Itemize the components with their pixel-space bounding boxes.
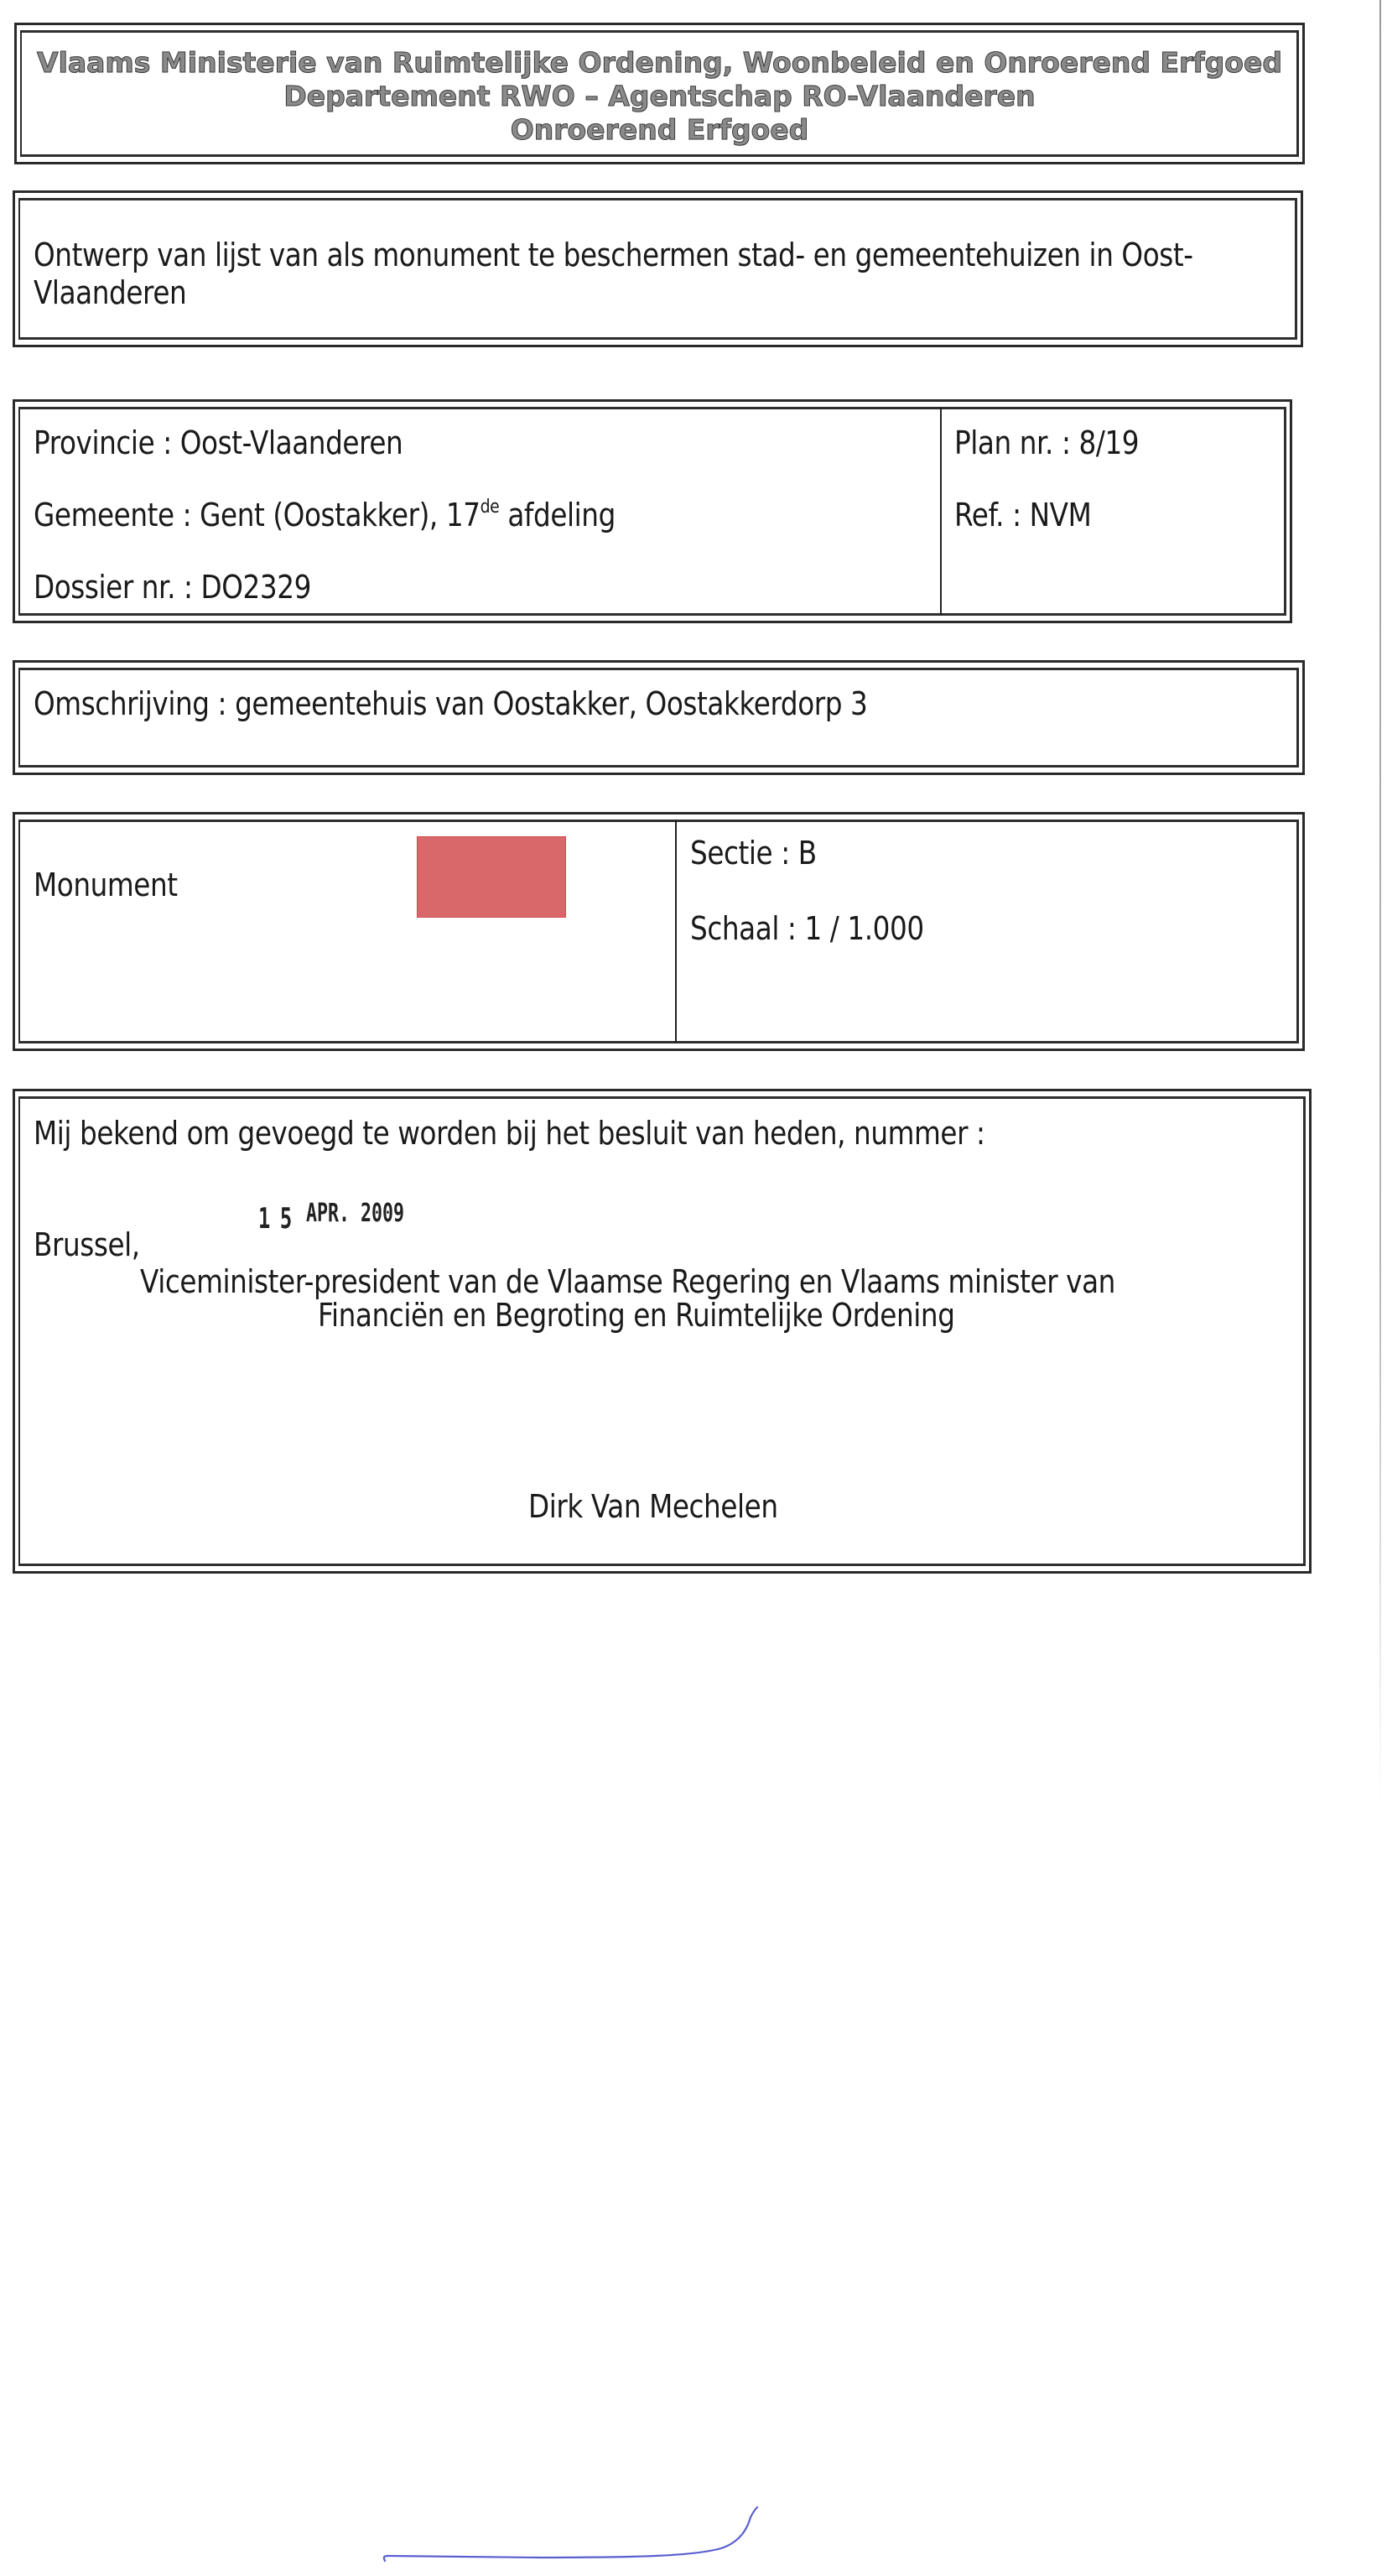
minister-title-line-1: Viceminister-president van de Vlaamse Regering en Vlaams minister van <box>140 1263 1115 1300</box>
date-stamp <box>258 1199 443 1236</box>
approval-box <box>13 1089 1312 1574</box>
signatory-name: Dirk Van Mechelen <box>528 1488 778 1525</box>
location-box <box>13 399 1292 623</box>
gemeente-field <box>34 499 616 531</box>
monument-label: Monument <box>34 866 178 903</box>
sectie-field: Sectie : B <box>690 835 817 872</box>
place-field: Brussel, <box>34 1226 140 1263</box>
schaal-field: Schaal : 1 / 1.000 <box>690 910 924 947</box>
legend-divider <box>675 820 677 1043</box>
subject-line-1: Ontwerp van lijst van als monument te beschermen stad- en gemeentehuizen in Oost- <box>34 237 1193 273</box>
stamp-day: 1 5 <box>258 1202 291 1236</box>
legend-box <box>13 812 1305 1051</box>
stamp-month-year: APR. 2009 <box>306 1199 405 1228</box>
description-box <box>13 660 1305 775</box>
subject-line-2: Vlaanderen <box>34 274 187 311</box>
description-field: Omschrijving : gemeentehuis van Oostakker, Oostakkerdorp 3 <box>34 685 868 722</box>
monument-color-swatch <box>417 836 566 918</box>
department-title: Departement RWO – Agentschap RO-Vlaanderen <box>283 80 1036 112</box>
plan-number-field: Plan nr. : 8/19 <box>954 424 1140 461</box>
agency-title: Onroerend Erfgoed <box>510 113 809 146</box>
ministry-title: Vlaams Ministerie van Ruimtelijke Ordening, Woonbeleid en Onroerend Erfgoed <box>37 46 1282 79</box>
scan-page-edge <box>1379 0 1381 1803</box>
gemeente-ordinal: de <box>480 497 500 518</box>
header-box <box>14 23 1305 164</box>
location-divider <box>940 407 942 616</box>
dossier-field: Dossier nr. : DO2329 <box>34 569 312 606</box>
gemeente-suffix: afdeling <box>499 497 616 533</box>
subject-box <box>13 190 1303 347</box>
gemeente-text: Gemeente : Gent (Oostakker), 17 <box>34 497 481 533</box>
reference-field: Ref. : NVM <box>954 497 1092 533</box>
minister-title-line-2: Financiën en Begroting en Ruimtelijke Ordening <box>318 1297 955 1334</box>
provincie-field: Provincie : Oost-Vlaanderen <box>34 424 403 461</box>
approval-intro: Mij bekend om gevoegd te worden bij het besluit van heden, nummer : <box>34 1115 985 1152</box>
handwritten-signature-icon <box>371 2501 774 2576</box>
